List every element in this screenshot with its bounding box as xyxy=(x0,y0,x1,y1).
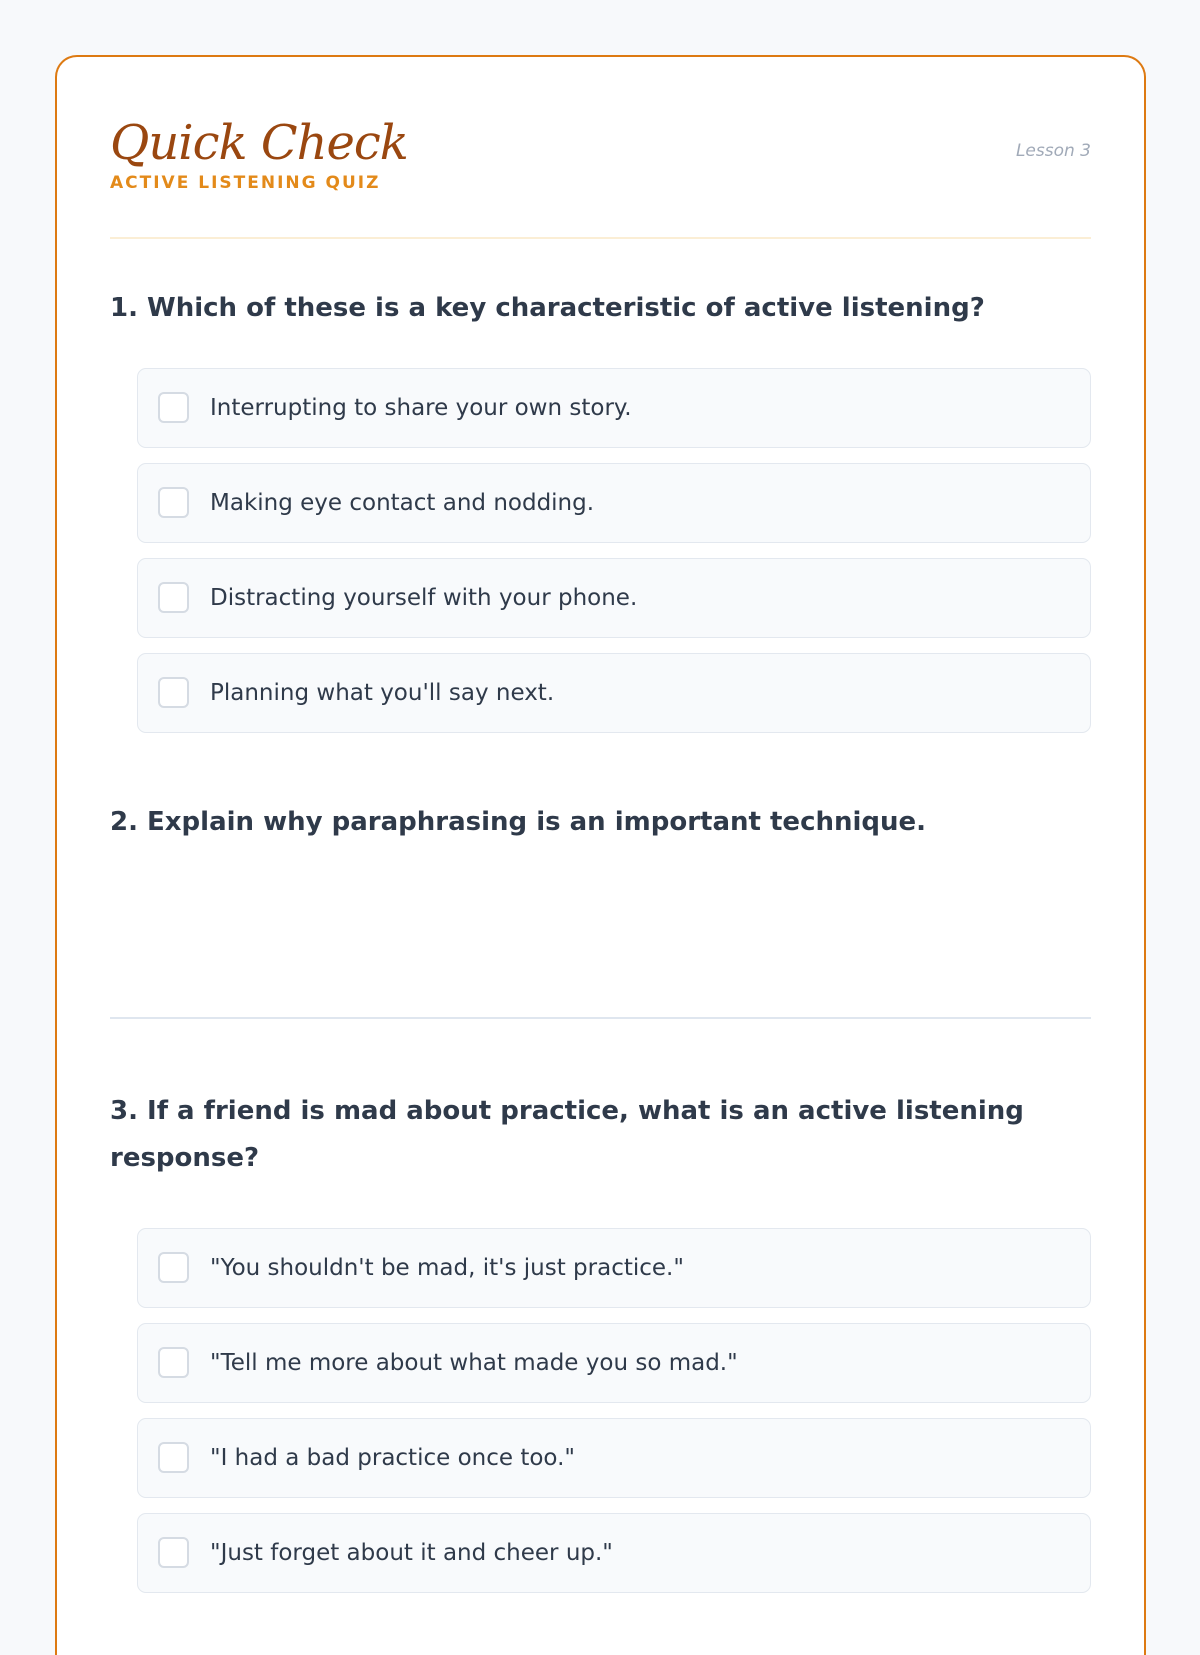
answer-option-label: "I had a bad practice once too." xyxy=(210,1445,575,1471)
checkbox[interactable] xyxy=(158,392,189,423)
answer-option-label: "Just forget about it and cheer up." xyxy=(210,1540,613,1566)
quiz-header xyxy=(110,115,1091,235)
answer-option-label: "Tell me more about what made you so mad." xyxy=(210,1350,738,1376)
checkbox[interactable] xyxy=(158,1252,189,1283)
quiz-subtitle: ACTIVE LISTENING QUIZ xyxy=(110,173,381,193)
answer-option[interactable] xyxy=(137,558,1091,638)
quiz-title: Quick Check xyxy=(110,115,408,171)
quiz-card xyxy=(55,55,1146,1655)
answer-option[interactable] xyxy=(137,463,1091,543)
checkbox[interactable] xyxy=(158,1347,189,1378)
checkbox[interactable] xyxy=(158,1537,189,1568)
answer-option-label: Interrupting to share your own story. xyxy=(210,395,632,421)
question-3-text: 3. If a friend is mad about practice, what is an active listening response? xyxy=(110,1096,1024,1173)
question-1-options xyxy=(137,368,1091,748)
answer-option-label: "You shouldn't be mad, it's just practice." xyxy=(210,1255,684,1281)
lesson-label: Lesson 3 xyxy=(1015,141,1091,161)
answer-option[interactable] xyxy=(137,1228,1091,1308)
answer-option[interactable] xyxy=(137,1418,1091,1498)
question-3-options xyxy=(137,1228,1091,1608)
question-2-text: 2. Explain why paraphrasing is an important technique. xyxy=(110,807,927,837)
checkbox[interactable] xyxy=(158,1442,189,1473)
question-1-text: 1. Which of these is a key characteristic of active listening? xyxy=(110,293,985,323)
checkbox[interactable] xyxy=(158,582,189,613)
checkbox[interactable] xyxy=(158,677,189,708)
answer-option-label: Distracting yourself with your phone. xyxy=(210,585,638,611)
answer-option[interactable] xyxy=(137,1513,1091,1593)
answer-option[interactable] xyxy=(137,653,1091,733)
header-divider xyxy=(110,237,1091,239)
answer-option[interactable] xyxy=(137,1323,1091,1403)
answer-option[interactable] xyxy=(137,368,1091,448)
answer-option-label: Planning what you'll say next. xyxy=(210,680,555,706)
checkbox[interactable] xyxy=(158,487,189,518)
written-answer-area[interactable] xyxy=(110,877,1091,1019)
answer-option-label: Making eye contact and nodding. xyxy=(210,490,595,516)
